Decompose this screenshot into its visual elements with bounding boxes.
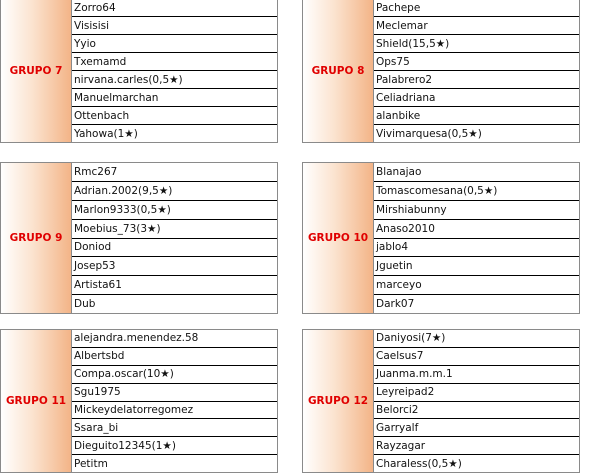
member-row: Daniyosi(7★) bbox=[374, 330, 579, 348]
member-row: Compa.oscar(10★) bbox=[72, 366, 277, 384]
member-row: Juanma.m.m.1 bbox=[374, 366, 579, 384]
member-list bbox=[72, 163, 277, 313]
group-label: GRUPO 10 bbox=[307, 232, 369, 244]
member-row: Sgu1975 bbox=[72, 384, 277, 402]
member-row: Mirshiabunny bbox=[374, 201, 579, 220]
group-label: GRUPO 11 bbox=[5, 395, 67, 407]
group-label-cell bbox=[1, 330, 72, 472]
group-12-table bbox=[302, 329, 580, 473]
member-row: Mickeydelatorregomez bbox=[72, 402, 277, 420]
member-row: Vivimarquesa(0,5★) bbox=[376, 127, 482, 140]
member-row: Adrian.2002(9,5★) bbox=[72, 182, 277, 201]
member-row: Txemamd bbox=[72, 53, 277, 71]
member-list bbox=[374, 0, 579, 142]
member-row: Garryalf bbox=[374, 419, 579, 437]
member-row: Josep53 bbox=[72, 257, 277, 276]
member-row: Ssara_bi bbox=[72, 419, 277, 437]
member-row: nirvana.carles(0,5★) bbox=[72, 71, 277, 89]
member-row: Dark07 bbox=[376, 298, 415, 311]
group-label-cell bbox=[303, 330, 374, 472]
member-row: Shield(15,5★) bbox=[374, 35, 579, 53]
member-row: Tomascomesana(0,5★) bbox=[374, 182, 579, 201]
group-9-table bbox=[0, 162, 278, 314]
member-row: alanbike bbox=[374, 107, 579, 125]
group-11-table bbox=[0, 329, 278, 473]
member-row: Artista61 bbox=[72, 276, 277, 295]
member-row: Petitm bbox=[74, 457, 108, 470]
member-row: Albertsbd bbox=[72, 348, 277, 366]
group-label-cell bbox=[303, 0, 374, 142]
member-row: Manuelmarchan bbox=[72, 89, 277, 107]
member-row: Dieguito12345(1★) bbox=[72, 437, 277, 455]
member-list bbox=[72, 330, 277, 472]
member-row: marceyo bbox=[374, 276, 579, 295]
group-label-cell bbox=[303, 163, 374, 313]
member-row: Rmc267 bbox=[72, 163, 277, 182]
member-row: Zorro64 bbox=[72, 0, 277, 17]
member-list bbox=[374, 163, 579, 313]
group-label: GRUPO 9 bbox=[9, 232, 63, 244]
group-label: GRUPO 7 bbox=[9, 64, 63, 77]
member-row: Doniod bbox=[72, 239, 277, 258]
member-row: Pachepe bbox=[374, 0, 579, 17]
member-row: Ottenbach bbox=[72, 107, 277, 125]
member-row: Yyio bbox=[72, 35, 277, 53]
member-row: alejandra.menendez.58 bbox=[72, 330, 277, 348]
member-row: Rayzagar bbox=[374, 437, 579, 455]
member-row: Ops75 bbox=[374, 53, 579, 71]
member-list bbox=[72, 0, 277, 142]
member-list bbox=[374, 330, 579, 472]
group-8-table bbox=[302, 0, 580, 143]
group-label: GRUPO 12 bbox=[307, 395, 369, 407]
member-row: Dub bbox=[74, 298, 96, 311]
group-10-table bbox=[302, 162, 580, 314]
group-label-cell bbox=[1, 0, 72, 142]
member-row: Charaless(0,5★) bbox=[376, 457, 462, 470]
member-row: Visisisi bbox=[72, 17, 277, 35]
member-row: Yahowa(1★) bbox=[74, 127, 138, 140]
member-row: Anaso2010 bbox=[374, 220, 579, 239]
member-row: Meclemar bbox=[374, 17, 579, 35]
group-label: GRUPO 8 bbox=[311, 64, 365, 77]
member-row: Leyreipad2 bbox=[374, 384, 579, 402]
member-row: Moebius_73(3★) bbox=[72, 220, 277, 239]
group-7-table bbox=[0, 0, 278, 143]
member-row: Marlon9333(0,5★) bbox=[72, 201, 277, 220]
member-row: Jguetin bbox=[374, 257, 579, 276]
member-row: Palabrero2 bbox=[374, 71, 579, 89]
member-row: Belorci2 bbox=[374, 402, 579, 420]
member-row: Blanajao bbox=[374, 163, 579, 182]
member-row: Celiadriana bbox=[374, 89, 579, 107]
member-row: Caelsus7 bbox=[374, 348, 579, 366]
group-label-cell bbox=[1, 163, 72, 313]
member-row: jablo4 bbox=[374, 239, 579, 258]
